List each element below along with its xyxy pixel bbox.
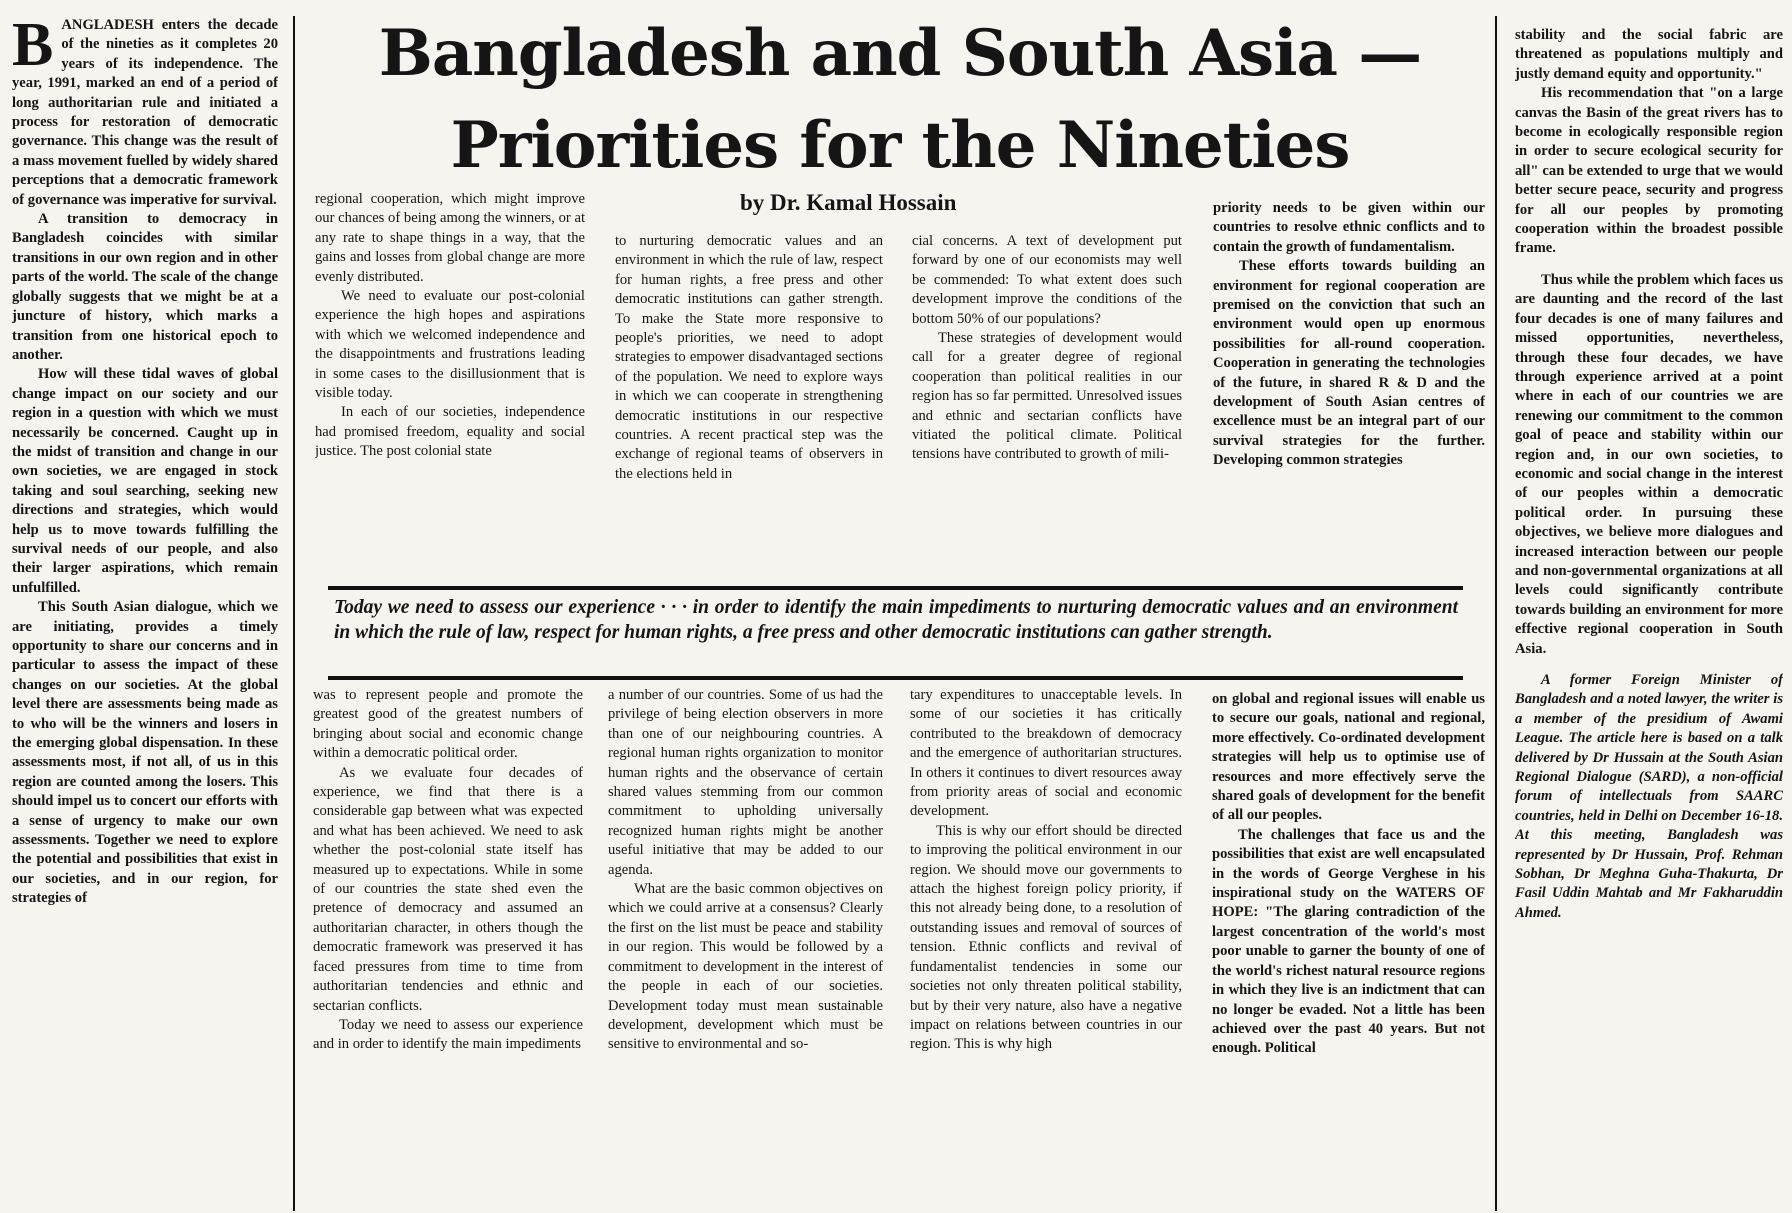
paragraph: a number of our countries. Some of us had the privilege of being election observers in more than one of our neighbouring countries. A regional human rights organization to monitor human rights and the observance of certain shared values stemming from our common commitment to upholding universally recognized human rights might be another useful initiative that may be added to our agenda. — [608, 687, 883, 878]
column-1 — [12, 16, 278, 1211]
headline-line-1: Bangladesh and South Asia — — [378, 16, 1422, 91]
paragraph: This South Asian dialogue, which we are initiating, provides a timely opportunity to share our concerns and in particular to assess the impact of these changes on our societies. At the global level there are assessments being made as to who will be the winners and losers in the emerging global dispensation. In these assessments most, if not all, of us in this region are counted among the losers. This should impel us to concert our efforts with a sense of urgency to make our own assessments. Together we need to explore the potential and possibilities that exist in our societies, and in our region, for strategies of — [12, 599, 278, 907]
column-5-bottom — [1212, 690, 1485, 1211]
paragraph: His recommendation that "on a large canvas the Basin of the great rivers has to become in ecologically responsible region in order to secure ecological security for all" can be extended to urge that we would better secure peace, security and progress for all our peoples by promoting cooperation within the broadest possible frame. — [1515, 85, 1783, 257]
paragraph: on global and regional issues will enable us to secure our goals, national and regional, more effectively. Co-ordinated development strategies will help us to optimise use of resources and more effectively serve the shared goals of development for the benefit of all our peoples. — [1212, 691, 1485, 824]
column-6 — [1515, 26, 1783, 1211]
column-divider-right — [1495, 16, 1497, 1211]
column-3-bottom — [608, 686, 883, 1211]
pullquote-top-rule — [328, 586, 1463, 590]
paragraph: This is why our effort should be directed to improving the political environment in our region. We should move our governments to attach the highest foreign policy priority, if this not already being done, to a resolution of outstanding issues and removal of sources of tension. Ethnic conflicts and revival of fundamentalist tendencies in some our societies not only threaten political stability, but by their very nature, also have a negative impact on relations between countries in our region. This is why high — [910, 822, 1182, 1053]
paragraph: tary expenditures to unacceptable levels. In some of our societies it has critically contributed to the breakdown of democracy and the emergence of authoritarian structures. In others it continues to divert resources away from priority areas of social and economic development. — [910, 687, 1182, 820]
paragraph: stability and the social fabric are threatened as populations multiply and justly demand equity and opportunity." — [1515, 27, 1783, 82]
pull-quote: Today we need to assess our experience · · · in order to identify the main impediments to nurturing democratic values and an environment in which the rule of law, respect for human rights, a free press and other democratic institutions can gather strength. — [334, 597, 1458, 643]
paragraph: The challenges that face us and the possibilities that exist are well encapsulated in the words of George Verghese in his inspirational study on the WATERS OF HOPE: "The glaring contradiction of the largest concentration of the world's most poor unable to garner the bounty of one of the world's richest natural resource regions in which they live is an indictment that can no longer be evaded. Not a little has been achieved over the past 40 years. But not enough. Political — [1212, 826, 1485, 1057]
paragraph: cial concerns. A text of development put forward by one of our economists may well be commended: To what extent does such development improve the conditions of the bottom 50% of our populations? — [912, 233, 1182, 327]
paragraph: ANGLADESH enters the decade of the nineties as it completes 20 years of its independence. The year, 1991, marked an end of a period of long authoritarian rule and initiated a process for restoration of democratic governance. This change was the result of a mass movement fuelled by widely shared perceptions that a democratic framework of governance was imperative for survival. — [12, 17, 278, 208]
column-divider-left — [293, 16, 295, 1211]
author-note: A former Foreign Minister of Bangladesh and a noted lawyer, the writer is a member of the presidium of Awami League. The article here is based on a talk delivered by Dr Hussain at the South Asian Regional Dialogue (SARD), a non-official forum of intellectuals from SAARC countries, held in Delhi on December 16-18. At this meeting, Bangladesh was represented by Dr Hussain, Prof. Rehman Sobhan, Dr Meghna Guha-Thakurta, Dr Fasil Uddin Mahtab and Mr Fakharuddin Ahmed. — [1515, 672, 1783, 921]
column-2-top — [315, 190, 585, 570]
headline — [330, 8, 1470, 192]
paragraph: As we evaluate four decades of experience, we find that there is a considerable gap between what was expected and what has been achieved. We need to ask whether the post-colonial state itself has measured up to expectations. While in some of our countries the state shed even the pretence of democracy and assumed an authoritarian character, in others though the democratic framework was preserved it has faced pressures from time to time from authoritarian tendencies and ethnic and sectarian conflicts. — [313, 764, 583, 1014]
column-3-top — [615, 232, 883, 572]
column-4-top — [912, 232, 1182, 572]
paragraph: A transition to democracy in Bangladesh coincides with similar transitions in our own region and in other parts of the world. The scale of the change globally suggests that we might be at a juncture of history, which marks a transition from one historical epoch to another. — [12, 211, 278, 363]
pullquote-bottom-rule — [328, 676, 1463, 680]
paragraph: regional cooperation, which might improve our chances of being among the winners, or at any rate to shape things in a way, that the gains and losses from global change are more evenly distributed. — [315, 191, 585, 285]
paragraph: In each of our societies, independence had promised freedom, equality and social justice. The post colonial state — [315, 404, 585, 460]
paragraph: was to represent people and promote the greatest good of the greatest numbers of bringing about social and economic change within a democratic political order. — [313, 687, 583, 762]
column-2-bottom — [313, 686, 583, 1211]
paragraph: We need to evaluate our post-colonial experience the high hopes and aspirations with which we welcomed independence and the disappointments and frustrations leading in some cases to the disillusionment that is visible today. — [315, 288, 585, 402]
paragraph: These strategies of development would call for a greater degree of regional cooperation than political realities in our region has so far permitted. Unresolved issues and ethnic and sectarian conflicts have vitiated the political climate. Political tensions have contributed to growth of mili- — [912, 330, 1182, 463]
paragraph: Today we need to assess our experience and in order to identify the main impediments — [313, 1016, 583, 1053]
drop-cap: B — [12, 16, 54, 79]
headline-line-2: Priorities for the Nineties — [450, 108, 1350, 183]
paragraph: These efforts towards building an environment for regional cooperation are premised on the conviction that such an environment would open up enormous possibilities for all-round cooperation. Cooperation in generating the technologies of the future, in shared R & D and the development of South Asian centres of excellence must be an integral part of our survival strategies for the further. Developing common strategies — [1213, 258, 1485, 469]
column-4-bottom — [910, 686, 1182, 1211]
byline: by Dr. Kamal Hossain — [740, 190, 957, 215]
paragraph: priority needs to be given within our countries to resolve ethnic conflicts and to contain the growth of fundamentalism. — [1213, 200, 1485, 255]
paragraph: What are the basic common objectives on which we could arrive at a consensus? Clearly the first on the list must be peace and stability in our region. This would be followed by a commitment to development in the interest of the people in each of our societies. Development today must mean sustainable development, development which must be sensitive to environmental and so- — [608, 881, 883, 1053]
paragraph: to nurturing democratic values and an environment in which the rule of law, respect for human rights, a free press and other democratic institutions can gather strength. To make the State more responsive to people's priorities, we need to adopt strategies to empower disadvantaged sections of the population. We need to explore ways in which we can cooperate in strengthening democratic institutions in our respective countries. A recent practical step was the exchange of regional teams of observers in the elections held in — [615, 233, 883, 482]
column-5-top — [1213, 199, 1485, 577]
paragraph: How will these tidal waves of global change impact on our society and our region in a question with which we must necessarily be concerned. Caught up in the midst of transition and change in our own societies, we are engaged in stock taking and soul searching, seeking new directions and strategies, which would help us to move towards fulfilling the survival needs of our people, and also their larger aspirations, which remain unfulfilled. — [12, 366, 278, 596]
paragraph: Thus while the problem which faces us are daunting and the record of the last four decades is one of many failures and missed opportunities, nevertheless, through these four decades, we have through experience arrived at a point where in each of our countries we are renewing our commitment to the common goal of peace and stability within our region and, in our own societies, to economic and social change in the interest of our peoples within a democratic political order. In pursuing these objectives, we believe more dialogues and increased interaction between our people and non-governmental organizations at all levels could significantly contribute towards building an environment for more effective regional cooperation in South Asia. — [1515, 271, 1783, 657]
